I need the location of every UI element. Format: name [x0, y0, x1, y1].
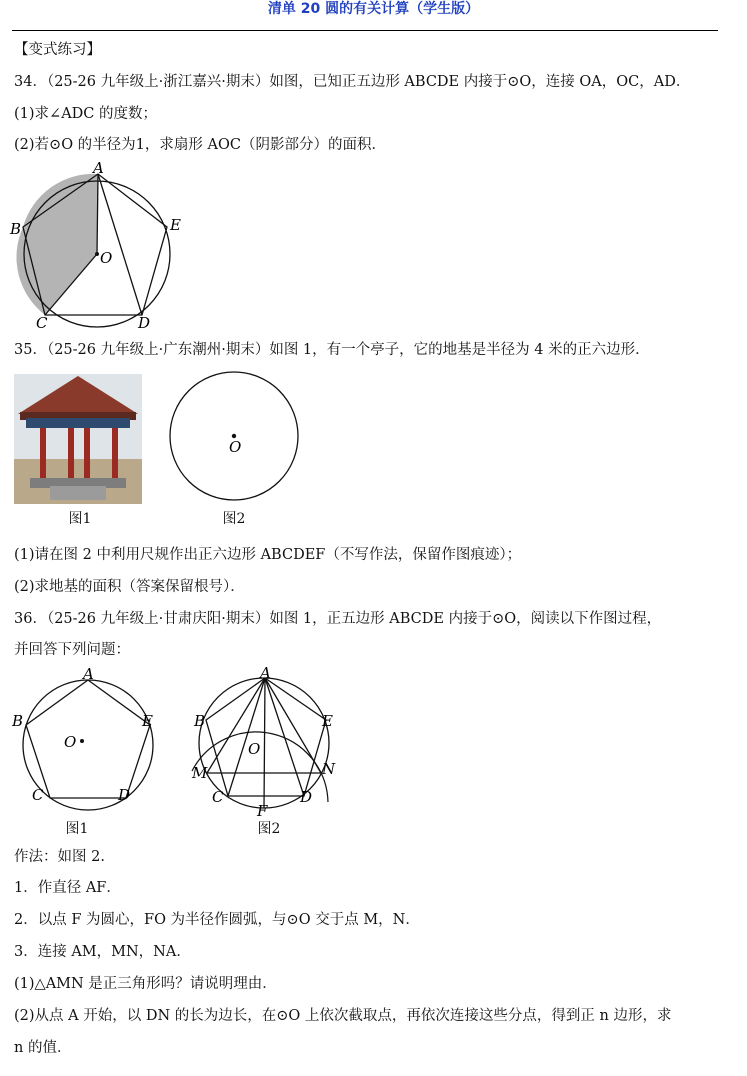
diameter-af	[264, 678, 265, 808]
q35-stem: 35．（25-26 九年级上·广东潮州·期末）如图 1，有一个亭子，它的地基是半径为 4 米的正六边形．	[14, 342, 650, 358]
label-o: O	[100, 249, 113, 267]
label-a: A	[93, 160, 104, 177]
label-m: M	[192, 764, 208, 782]
q36-part1: (1)△AMN 是正三角形吗？请说明理由．	[14, 976, 277, 992]
q36-fig1-caption: 图1	[65, 821, 89, 837]
label-n: N	[322, 760, 336, 778]
q36-stem-line1: 36．（25-26 九年级上·甘肃庆阳·期末）如图 1，正五边形 ABCDE 内接于⊙O，阅读以下作图过程，	[14, 611, 662, 627]
segment-ac	[228, 678, 265, 796]
q36-fig2-caption: 图2	[257, 821, 281, 837]
q35-part1: (1)请在图 2 中利用尺规作出正六边形 ABCDEF（不写作法，保留作图痕迹）；	[14, 547, 522, 563]
segment-an	[265, 678, 321, 773]
segment-ad	[98, 174, 142, 315]
label-a: A	[260, 666, 271, 682]
segment-ad	[265, 678, 304, 796]
label-o: O	[248, 740, 261, 758]
label-c: C	[36, 314, 48, 332]
label-e: E	[170, 216, 181, 234]
q36-method-title: 作法：如图 2.	[14, 849, 105, 865]
segment-am	[207, 678, 265, 773]
q35-figure2	[166, 368, 302, 504]
label-b: B	[10, 220, 22, 238]
q36-stem-line2: 并回答下列问题：	[14, 642, 130, 658]
label-c: C	[212, 788, 224, 806]
q36-step-2: 2．以点 F 为圆心，FO 为半径作圆弧，与⊙O 交于点 M，N．	[14, 912, 420, 928]
label-e: E	[322, 712, 333, 730]
label-d: D	[118, 786, 131, 804]
page-header-title: 清单 20 圆的有关计算（学生版）	[267, 1, 480, 17]
label-o: O	[64, 733, 77, 751]
q35-fig2-caption: 图2	[222, 511, 246, 527]
center-point	[95, 252, 99, 256]
shaded-sector-aoc	[16, 174, 98, 315]
q35-part2: (2)求地基的面积（答案保留根号）．	[14, 579, 245, 595]
label-o: O	[229, 438, 242, 456]
q35-fig1-caption: 图1	[68, 511, 92, 527]
q34-stem: 34．（25-26 九年级上·浙江嘉兴·期末）如图，已知正五边形 ABCDE 内接于⊙O，连接 OA，OC，AD．	[14, 74, 691, 90]
section-title: 【变式练习】	[14, 42, 101, 58]
q34-figure	[8, 160, 193, 335]
label-b: B	[12, 712, 24, 730]
q36-figure1	[8, 664, 168, 816]
label-c: C	[32, 786, 44, 804]
header-divider	[12, 30, 718, 31]
q34-part2: (2)若⊙O 的半径为1，求扇形 AOC（阴影部分）的面积．	[14, 137, 386, 153]
q36-part2-line1: (2)从点 A 开始，以 DN 的长为边长，在⊙O 上依次截取点，再依次连接这些分点，得到正 n 边形，求	[14, 1008, 672, 1024]
label-b: B	[194, 712, 206, 730]
label-f: F	[257, 802, 268, 818]
q36-step-3: 3．连接 AM，MN，NA．	[14, 944, 191, 960]
label-d: D	[300, 788, 313, 806]
pavilion-photo	[14, 374, 142, 504]
q36-figure2	[184, 666, 344, 818]
q36-part2-line2: n 的值．	[14, 1040, 72, 1056]
q36-step-1: 1．作直径 AF．	[14, 880, 121, 896]
label-d: D	[138, 314, 151, 332]
label-a: A	[83, 665, 94, 683]
center-point	[80, 739, 84, 743]
label-e: E	[142, 712, 153, 730]
pentagon-abcde	[26, 680, 150, 798]
q34-part1: (1)求∠ADC 的度数；	[14, 106, 157, 122]
